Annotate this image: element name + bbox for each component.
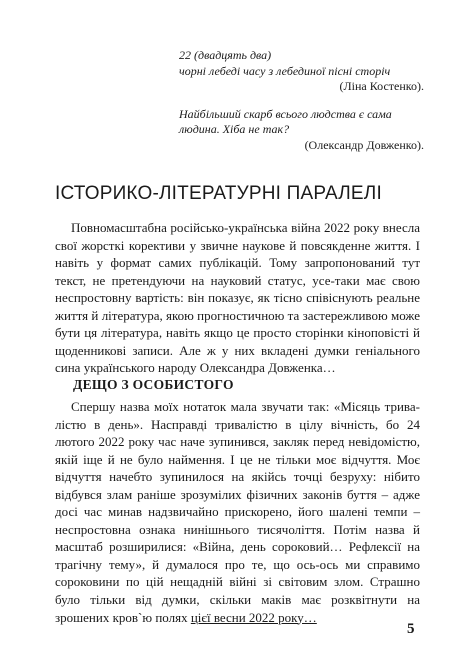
epigraph-author: (Олександр Довженко). [304, 137, 424, 152]
section-title: ІСТОРИКО-ЛІТЕРАТУРНІ ПАРАЛЕЛІ [55, 183, 382, 204]
epigraph-line: 22 (двадцять два) [179, 48, 272, 62]
underlined-text: цієї весни 2022 року… [190, 609, 317, 625]
subsection-title: ДЕЩО З ОСОБИСТОГО [73, 377, 234, 392]
page-number: 5 [407, 621, 415, 637]
personal-paragraph [55, 398, 420, 626]
paragraph-text: Спершу назва моїх нотаток мала звучати так: «Місяць тривалістю в день». Насправді тривалістю в цілу вічність, бо 24 лютого 2022 року час наче зупинився, закляк перед невідомістю, якій іще й не було наймення. І це не тільки моє відчуття. Моє відчуття начебто зупинилося на якійсь точці безруху: нібито відбувся злам раніше зрозумілих фізичних законів буття – адже досі час минав надзвичайно прискорено, його шалені темпи – неспростовна ознака нинішнього тисячоліття. Потім назва й масштаб розширилися: «Війна, день сороковий… Рефлексії на трагічну тему», й думалося про те, що ось-ось ми справимо сороковини по цій нещадній війні зі світовим злом. Страшно було тільки від думки, скільки маків має розквітнути на зрошених кров`ю полях [55, 399, 420, 625]
intro-paragraph: Повномасштабна російсько-українська війна 2022 року внесла свої жорсткі корективи у звичне наукове й повсякденне життя. І навіть у формат самих публікацій. Тому запропонований тут текст, не претендуючи на науковий статус, усе-таки має свою неспростовну вартість: він показує, як тісно співіснують реальне життя й література, якою прогностичною та застережливою може бути ця література, навіть якщо це просто сторінки кіноповісті й щоденникові записи. Але ж у них вкладені думки геніального сина українського народу Олександра Довженка… [55, 220, 420, 376]
epigraph-kostenko [179, 48, 424, 95]
epigraphs [179, 48, 424, 153]
epigraph-author: (Ліна Костенко). [339, 79, 424, 93]
epigraph-line: Найбільший скарб всього людства є сама [179, 106, 392, 121]
epigraph-dovzhenko [179, 107, 424, 154]
epigraph-line: чорні лебеді часу з лебединої пісні сторіч [179, 63, 391, 78]
epigraph-line: людина. Хіба не так? [179, 122, 290, 136]
